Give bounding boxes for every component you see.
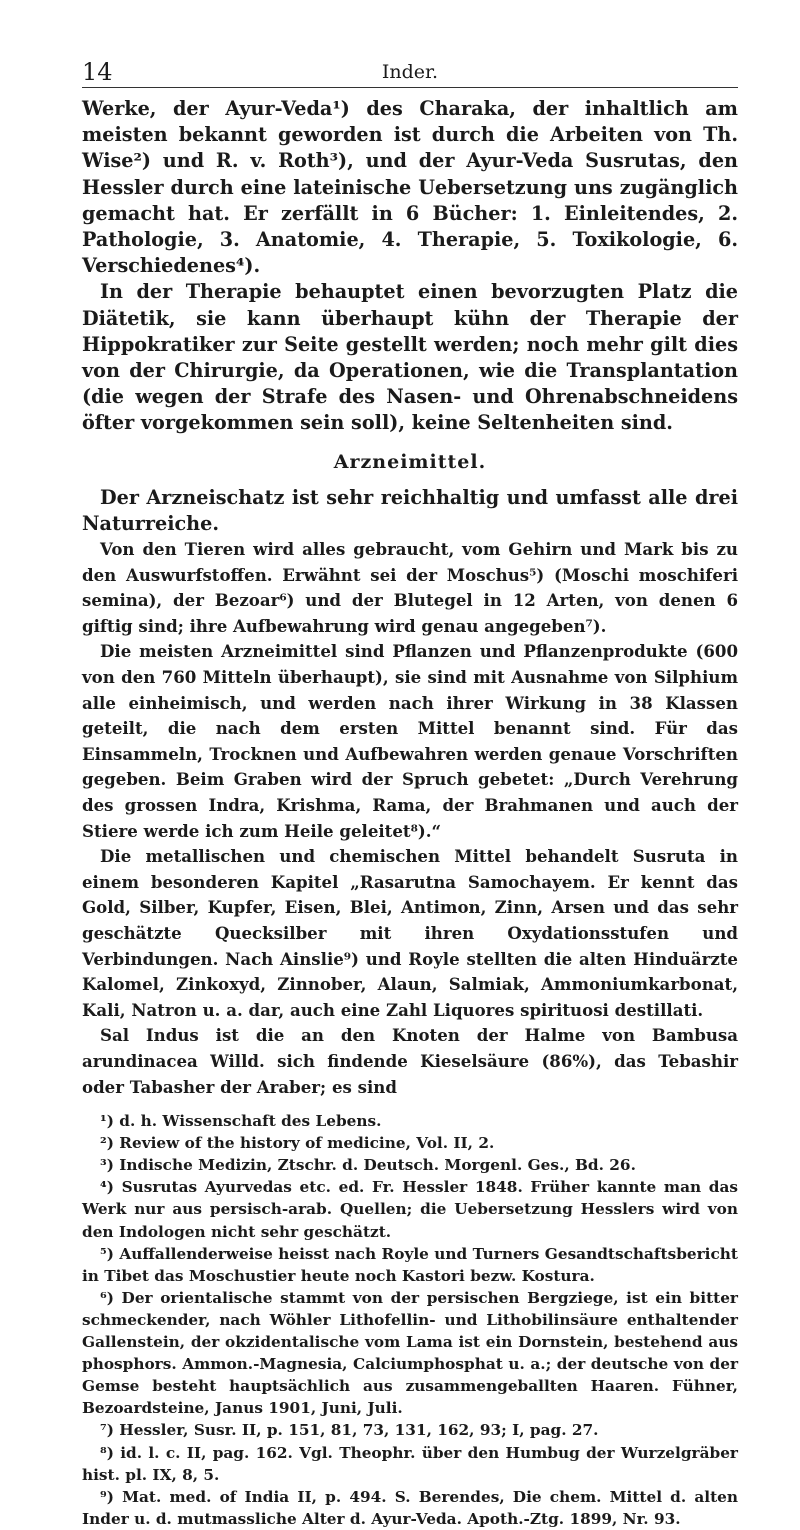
footnote: ³) Indische Medizin, Ztschr. d. Deutsch. Morgenl. Ges., Bd. 26. (100, 1156, 636, 1175)
header-rule (82, 87, 738, 88)
section-text (82, 485, 738, 1100)
footnote: ²) Review of the history of medicine, Vol. II, 2. (100, 1134, 495, 1153)
paragraph: Werke, der Ayur-Veda¹) des Charaka, der inhaltlich am meisten bekannt geworden ist durch die Arbeiten von Th. Wise²) und R. v. Roth³), und der Ayur-Veda Susrutas, den Hessler durch eine lateinische Uebersetzung uns zugänglich gemacht hat. Er zerfällt in 6 Bücher: 1. Einleitendes, 2. Pathologie, 3. Anatomie, 4. Therapie, 5. Toxikologie, 6. Verschiedenes⁴). (82, 97, 738, 278)
paragraph: Sal Indus ist die an den Knoten der Halme von Bambusa arundinacea Willd. sich findende Kieselsäure (86%), das Tebashir oder Tabasher der Araber; es sind (82, 1025, 738, 1097)
main-text (82, 96, 738, 437)
footnote: ⁷) Hessler, Susr. II, p. 151, 81, 73, 131, 162, 93; I, pag. 27. (100, 1421, 599, 1440)
footnote: ¹) d. h. Wissenschaft des Lebens. (100, 1112, 382, 1131)
paragraph: Von den Tieren wird alles gebraucht, vom Gehirn und Mark bis zu den Auswurfstoffen. Erwähnt sei der Moschus⁵) (Moschi moschiferi semina), der Bezoar⁶) und der Blutegel in 12 Arten, von denen 6 giftig sind; ihre Aufbewahrung wird genau angegeben⁷). (82, 539, 738, 636)
paragraph: Die metallischen und chemischen Mittel behandelt Susruta in einem besonderen Kapitel „Rasarutna Samochayem. Er kennt das Gold, Silber, Kupfer, Eisen, Blei, Antimon, Zinn, Arsen und das sehr geschätzte Quecksilber mit ihren Oxydationsstufen und Verbindungen. Nach Ainslie⁹) und Royle stellten die alten Hinduärzte Kalomel, Zinkoxyd, Zinnober, Alaun, Salmiak, Ammoniumkarbonat, Kali, Natron u. a. dar, auch eine Zahl Liquores spirituosi destillati. (82, 846, 738, 1020)
section-heading: Arzneimittel. (333, 450, 487, 473)
footnote: ⁸) id. l. c. II, pag. 162. Vgl. Theophr. über den Humbug der Wurzelgräber hist. pl. IX, 8, 5. (82, 1443, 738, 1484)
page-number: 14 (82, 58, 113, 86)
section-lead: Der Arzneischatz ist sehr reichhaltig und umfasst alle drei Naturreiche. (82, 485, 738, 535)
footnotes (82, 1110, 738, 1530)
footnote: ⁹) Mat. med. of India II, p. 494. S. Berendes, Die chem. Mittel d. alten Inder u. d. mutmassliche Alter d. Ayur-Veda. Apoth.-Ztg. 1899, Nr. 93. (82, 1487, 738, 1528)
page-body (82, 96, 738, 1530)
footnote: ⁶) Der orientalische stammt von der persischen Bergziege, ist ein bitter schmeckender, nach Wöhler Lithofellin- und Lithobilinsäure enthaltender Gallenstein, der okzidentalische vom Lama ist ein Dornstein, bestehend aus phosphors. Ammon.-Magnesia, Calciumphosphat u. a.; der deutsche von der Gemse besteht hauptsächlich aus zusammengeballten Haaren. Fühner, Bezoardsteine, Janus 1901, Juni, Juli. (82, 1288, 738, 1418)
paragraph: In der Therapie behauptet einen bevorzugten Platz die Diätetik, sie kann überhaupt kühn der Therapie der Hippokratiker zur Seite gestellt werden; noch mehr gilt dies von der Chirurgie, da Operationen, wie die Transplantation (die wegen der Strafe des Nasen- und Ohrenabschneidens öfter vorgekommen sein soll), keine Seltenheiten sind. (82, 280, 738, 435)
running-header (82, 58, 738, 86)
running-title: Inder. (381, 61, 439, 83)
paragraph: Die meisten Arzneimittel sind Pflanzen und Pflanzenprodukte (600 von den 760 Mitteln überhaupt), sie sind mit Ausnahme von Silphium alle einheimisch, und werden nach ihrer Wirkung in 38 Klassen geteilt, die nach dem ersten Mittel benannt sind. Für das Einsammeln, Trocknen und Aufbewahren werden genaue Vorschriften gegeben. Beim Graben wird der Spruch gebetet: „Durch Verehrung des grossen Indra, Krishma, Rama, der Brahmanen und auch der Stiere werde ich zum Heile geleitet⁸).“ (82, 641, 738, 841)
footnote: ⁴) Susrutas Ayurvedas etc. ed. Fr. Hessler 1848. Früher kannte man das Werk nur aus persisch-arab. Quellen; die Uebersetzung Hesslers wird von den Indologen nicht sehr geschätzt. (82, 1178, 738, 1241)
footnote: ⁵) Auffallenderweise heisst nach Royle und Turners Gesandtschaftsbericht in Tibet das Moschustier heute noch Kastori bezw. Kostura. (82, 1244, 738, 1285)
